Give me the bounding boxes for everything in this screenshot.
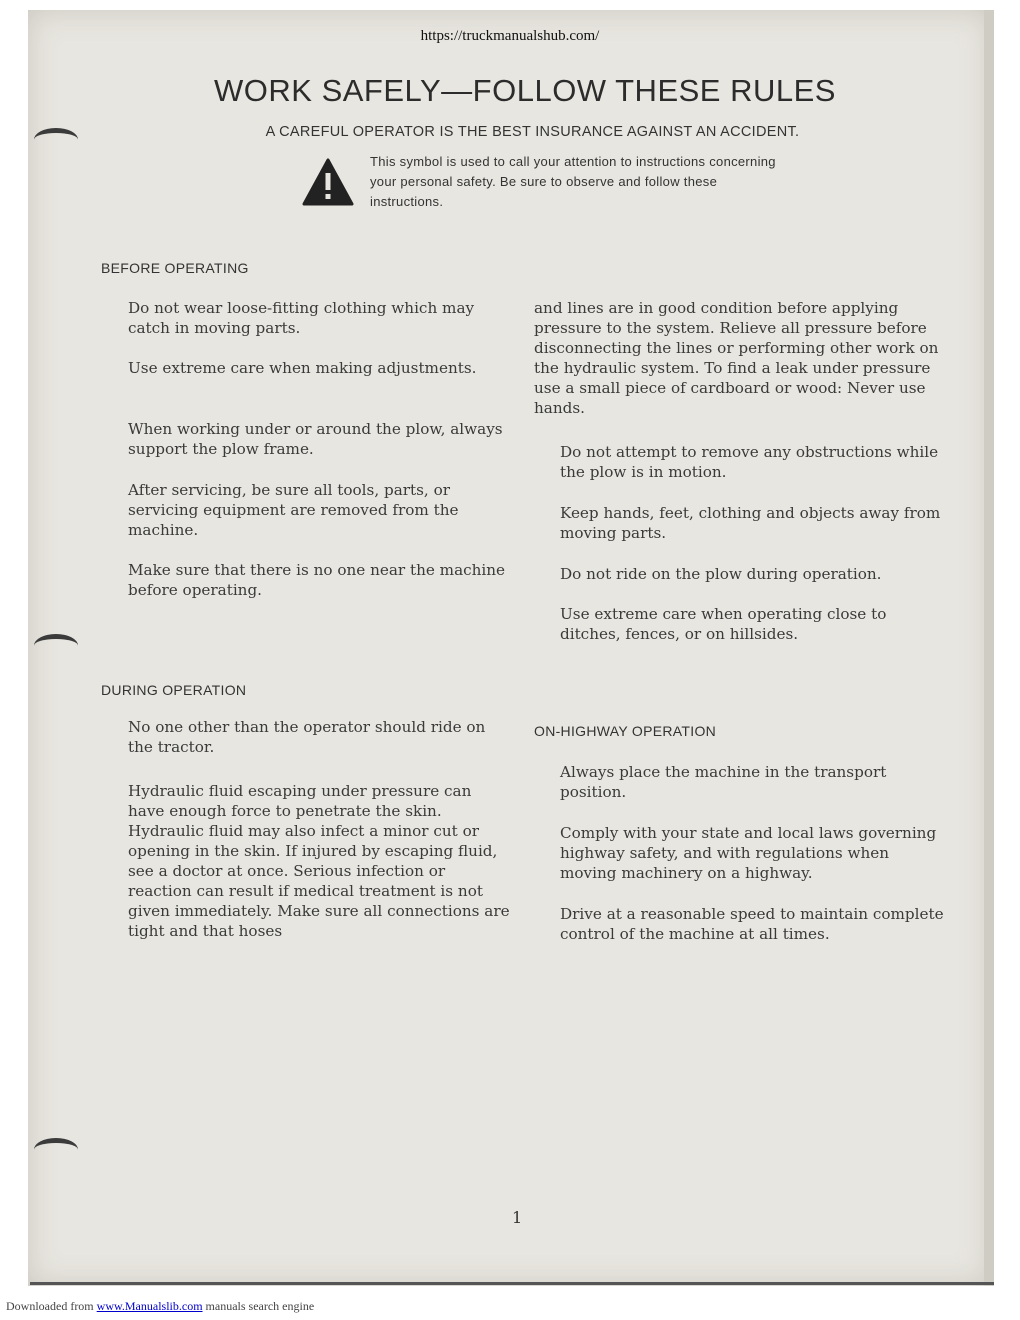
paragraph (534, 442, 944, 482)
source-url: https://truckmanualshub.com/ (420, 28, 600, 44)
paragraph (534, 503, 944, 543)
paragraph-text: Do not attempt to remove any obstructions while the plow is in motion. (560, 443, 939, 481)
page-title: WORK SAFELY—FOLLOW THESE RULES (214, 73, 836, 108)
section-heading-during-operation: DURING OPERATION (101, 682, 247, 698)
paragraph (102, 480, 512, 540)
paragraph-text: Always place the machine in the transport position. (560, 763, 887, 801)
binder-hole-icon (34, 634, 78, 657)
paragraph (102, 298, 512, 338)
paragraph-text: Make sure that there is no one near the machine before operating. (128, 561, 506, 599)
paragraph (102, 717, 512, 757)
paragraph-text: Keep hands, feet, clothing and objects away from moving parts. (560, 504, 941, 542)
footer-prefix: Downloaded from (6, 1299, 94, 1313)
paragraph-text: Comply with your state and local laws governing highway safety, and with regulations when moving machinery on a highway. (560, 824, 937, 882)
paragraph (534, 823, 944, 883)
paragraph-text: Hydraulic fluid escaping under pressure can have enough force to penetrate the skin. Hydraulic fluid may also infect a minor cut or opening in the skin. If injured by escaping fluid, see a doctor at once. Serious infection or reaction can result if medical treatment is not given immediately. Make sure all connections are tight and that hoses (128, 782, 510, 940)
paragraph-text: After servicing, be sure all tools, parts, or servicing equipment are removed from the machine. (128, 481, 459, 539)
paragraph (534, 762, 944, 802)
safety-symbol-note: This symbol is used to call your attention to instructions concerning your personal safety. Be sure to observe and follow these instructions. (370, 154, 776, 209)
paragraph-text: No one other than the operator should ride on the tractor. (128, 718, 486, 756)
paragraph-text: and lines are in good condition before applying pressure to the system. Relieve all pressure before disconnecting the lines or performing other work on the hydraulic system. To find a leak under pressure use a small piece of cardboard or wood: Never use hands. (534, 299, 939, 417)
paragraph-text: Do not ride on the plow during operation. (560, 565, 882, 583)
paragraph (102, 419, 512, 459)
paragraph (534, 564, 944, 584)
page-bottom-edge (30, 1282, 994, 1285)
section-heading-on-highway-operation: ON-HIGHWAY OPERATION (534, 723, 717, 739)
paragraph (102, 781, 512, 941)
paragraph (534, 298, 944, 418)
page-subtitle: A CAREFUL OPERATOR IS THE BEST INSURANCE AGAINST AN ACCIDENT. (265, 124, 800, 140)
paragraph (102, 560, 512, 600)
footer-suffix: manuals search engine (205, 1299, 315, 1313)
paragraph (534, 904, 944, 944)
page-edge (984, 10, 994, 1286)
paragraph (102, 358, 512, 378)
download-footer (6, 1299, 314, 1314)
paragraph-text: Use extreme care when making adjustments. (128, 359, 477, 377)
section-heading-before-operating: BEFORE OPERATING (101, 260, 249, 276)
manualslib-link[interactable]: www.Manualslib.com (96, 1299, 203, 1313)
paragraph-text: Drive at a reasonable speed to maintain complete control of the machine at all times. (560, 905, 944, 943)
paragraph-text: Use extreme care when operating close to ditches, fences, or on hillsides. (560, 605, 887, 643)
page-number: 1 (512, 1208, 523, 1227)
paragraph (534, 604, 944, 644)
binder-hole-icon (34, 1138, 78, 1161)
paragraph-text: Do not wear loose-fitting clothing which may catch in moving parts. (128, 299, 475, 337)
warning-triangle-icon (302, 158, 354, 206)
paragraph-text: When working under or around the plow, always support the plow frame. (128, 420, 503, 458)
